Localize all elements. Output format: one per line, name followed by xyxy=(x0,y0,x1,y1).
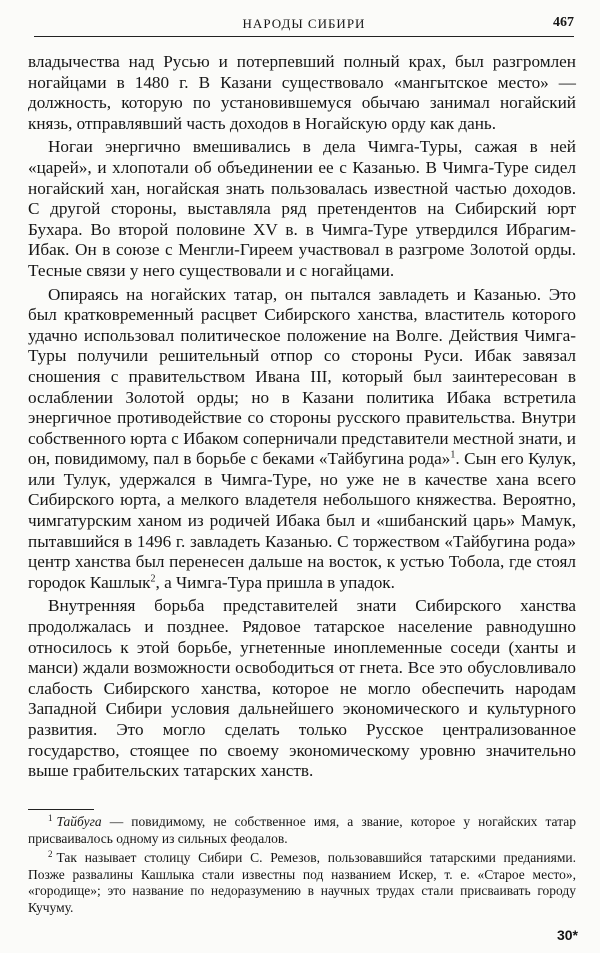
footnote-ref-1: 1 xyxy=(450,449,456,461)
footnote-1-text: — повидимому, не собственное имя, а звание, которое у ногайских татар присваивалось одному из сильных феодалов. xyxy=(28,814,576,846)
footnote-ref-2: 2 xyxy=(150,573,156,585)
footnote-1 xyxy=(28,814,576,847)
footnote-2-mark: 2 xyxy=(48,848,53,859)
page-header xyxy=(34,14,574,36)
footnote-rule xyxy=(28,809,94,810)
footnote-1-mark: 1 xyxy=(48,812,53,823)
paragraph-3-part-1: Опираясь на ногайских татар, он пытался завладеть и Казанью. Это был кратковременный расцвет Сибирского ханства, властитель которого удачно использовал политическое положение на Волге. Действия Чимга-Туры получили решительный отпор со стороны Руси. Ибак завязал сношения с правительством Ивана III, который был заинтересован в ослаблении Золотой орды; но в Казани политика Ибака встретила энергичное противодействие со стороны русского правительства. Внутри собственного юрта с Ибаком соперничали представители местной знати, и он, повидимому, пал в борьбе с беками «Тайбугина рода» xyxy=(28,284,576,469)
body-text xyxy=(28,52,576,785)
footnote-1-term: Тайбуга xyxy=(56,814,102,829)
paragraph-2: Ногаи энергично вмешивались в дела Чимга-Туры, сажая в ней «царей», и хлопотали об объединении ее с Казанью. В Чимга-Туре сидел ногайский хан, ногайская знать пользовалась известной частью доходов. С другой стороны, выставляла ряд претендентов на Сибирский юрт Бухара. Во второй половине XV в. в Чимга-Туре утвердился Ибрагим-Ибак. Он в союзе с Менгли-Гиреем участвовал в разгроме Золотой орды. Тесные связи у него существовали и с ногайцами. xyxy=(28,137,576,280)
paragraph-4: Внутренняя борьба представителей знати Сибирского ханства продолжалась и позднее. Рядовое татарское население равнодушно относилось к этой борьбе, угнетенные иноплеменные соседи (ханты и манси) ждали возможности освободиться от гнета. Все это обусловливало слабость Сибирского ханства, которое не могло обеспечить народам Западной Сибири условия дальнейшего экономического и культурного развития. Это могло сделать только Русское централизованное государство, стоящее по своему экономическому уровню значительно выше грабительских татарских ханств. xyxy=(28,596,576,781)
footnotes xyxy=(28,814,576,919)
paragraph-3-part-2: . Сын его Кулук, или Тулук, удержался в Чимга-Туре, но уже не в качестве хана всего Сибирского юрта, а мелкого владетеля небольшого княжества. Вероятно, чимгатурским ханом из родичей Ибака был и «шибанский царь» Мамук, пытавшийся в 1496 г. завладеть Казанью. С торжеством «Тайбугина рода» центр ханства был перенесен дальше на восток, к устью Тобола, где стоял городок Кашлык xyxy=(28,449,576,592)
paragraph-3 xyxy=(28,285,576,594)
page-number: 467 xyxy=(553,15,574,30)
footnote-2-text: Так называет столицу Сибири С. Ремезов, пользовавшийся татарскими преданиями. Позже развалины Кашлыка стали известны под названием Искер, т. е. «Старое место», «городище»; это название по недоразумению в научных трудах стали присваивать городу Кучуму. xyxy=(28,850,576,915)
paragraph-1: владычества над Русью и потерпевший полный крах, был разгромлен ногайцами в 1480 г. В Казани существовало «мангытское место» — должность, которую по установившемуся обычаю занимал ногайский князь, отправлявший часть доходов в Ногайскую орду как дань. xyxy=(28,52,576,133)
printer-signature: 30* xyxy=(556,927,578,943)
header-rule xyxy=(34,36,574,37)
paragraph-3-part-3: , а Чимга-Тура пришла в упадок. xyxy=(155,572,395,592)
footnote-2 xyxy=(28,850,576,916)
running-head: НАРОДЫ СИБИРИ xyxy=(242,16,366,31)
